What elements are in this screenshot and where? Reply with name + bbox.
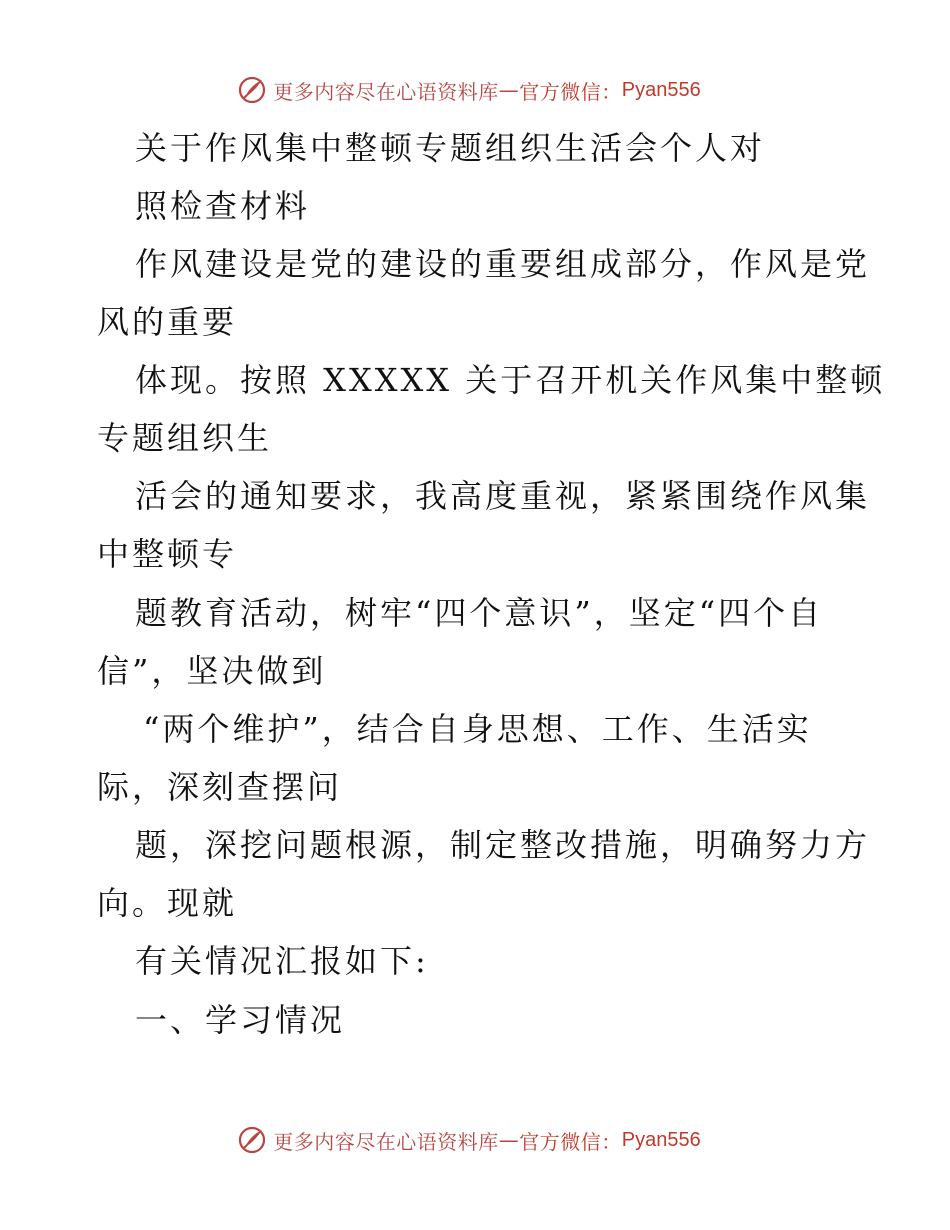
watermark-wechat-label: 官方微信： bbox=[519, 1129, 622, 1154]
paragraph-line: 风的重要 bbox=[97, 303, 238, 341]
paragraph-line: 有关情况汇报如下: bbox=[135, 942, 429, 980]
paragraph-line: 中整顿专 bbox=[97, 535, 238, 573]
paragraph-line: 信”，坚决做到 bbox=[97, 652, 327, 690]
footer-watermark bbox=[0, 1122, 950, 1158]
paragraph-line: “两个维护”，结合自身思想、工作、生活实 bbox=[143, 710, 812, 748]
paragraph-line: 际，深刻查摆问 bbox=[97, 768, 343, 806]
watermark-dash: — bbox=[498, 1128, 520, 1152]
paragraph-line: 题，深挖问题根源，制定整改措施，明确努力方 bbox=[135, 826, 871, 864]
watermark-wechat-id: Pyan556 bbox=[621, 1128, 701, 1151]
quill-pen-icon bbox=[237, 1125, 267, 1155]
document-title-line-1: 关于作风集中整顿专题组织生活会个人对 bbox=[135, 129, 766, 167]
header-watermark bbox=[0, 72, 950, 108]
paragraph-line: 专题组织生 bbox=[97, 419, 273, 457]
document-title-line-2: 照检查材料 bbox=[135, 187, 311, 225]
paragraph-line: 活会的通知要求，我高度重视，紧紧围绕作风集 bbox=[135, 477, 871, 515]
watermark-site-text: 更多内容尽在心语资料库 bbox=[273, 1129, 499, 1154]
paragraph-line: 体现。按照 XXXXX 关于召开机关作风集中整顿 bbox=[135, 361, 886, 399]
quill-pen-icon bbox=[237, 75, 267, 105]
watermark-site-text: 更多内容尽在心语资料库 bbox=[273, 79, 499, 104]
section-heading: 一、学习情况 bbox=[135, 1001, 346, 1039]
paragraph-line: 题教育活动，树牢“四个意识”，坚定“四个自 bbox=[135, 594, 824, 632]
paragraph-line: 向。现就 bbox=[97, 884, 238, 922]
watermark-wechat-label: 官方微信： bbox=[519, 79, 622, 104]
watermark-wechat-id: Pyan556 bbox=[621, 78, 701, 101]
paragraph-line: 作风建设是党的建设的重要组成部分，作风是党 bbox=[135, 245, 871, 283]
watermark-dash: — bbox=[498, 78, 520, 102]
